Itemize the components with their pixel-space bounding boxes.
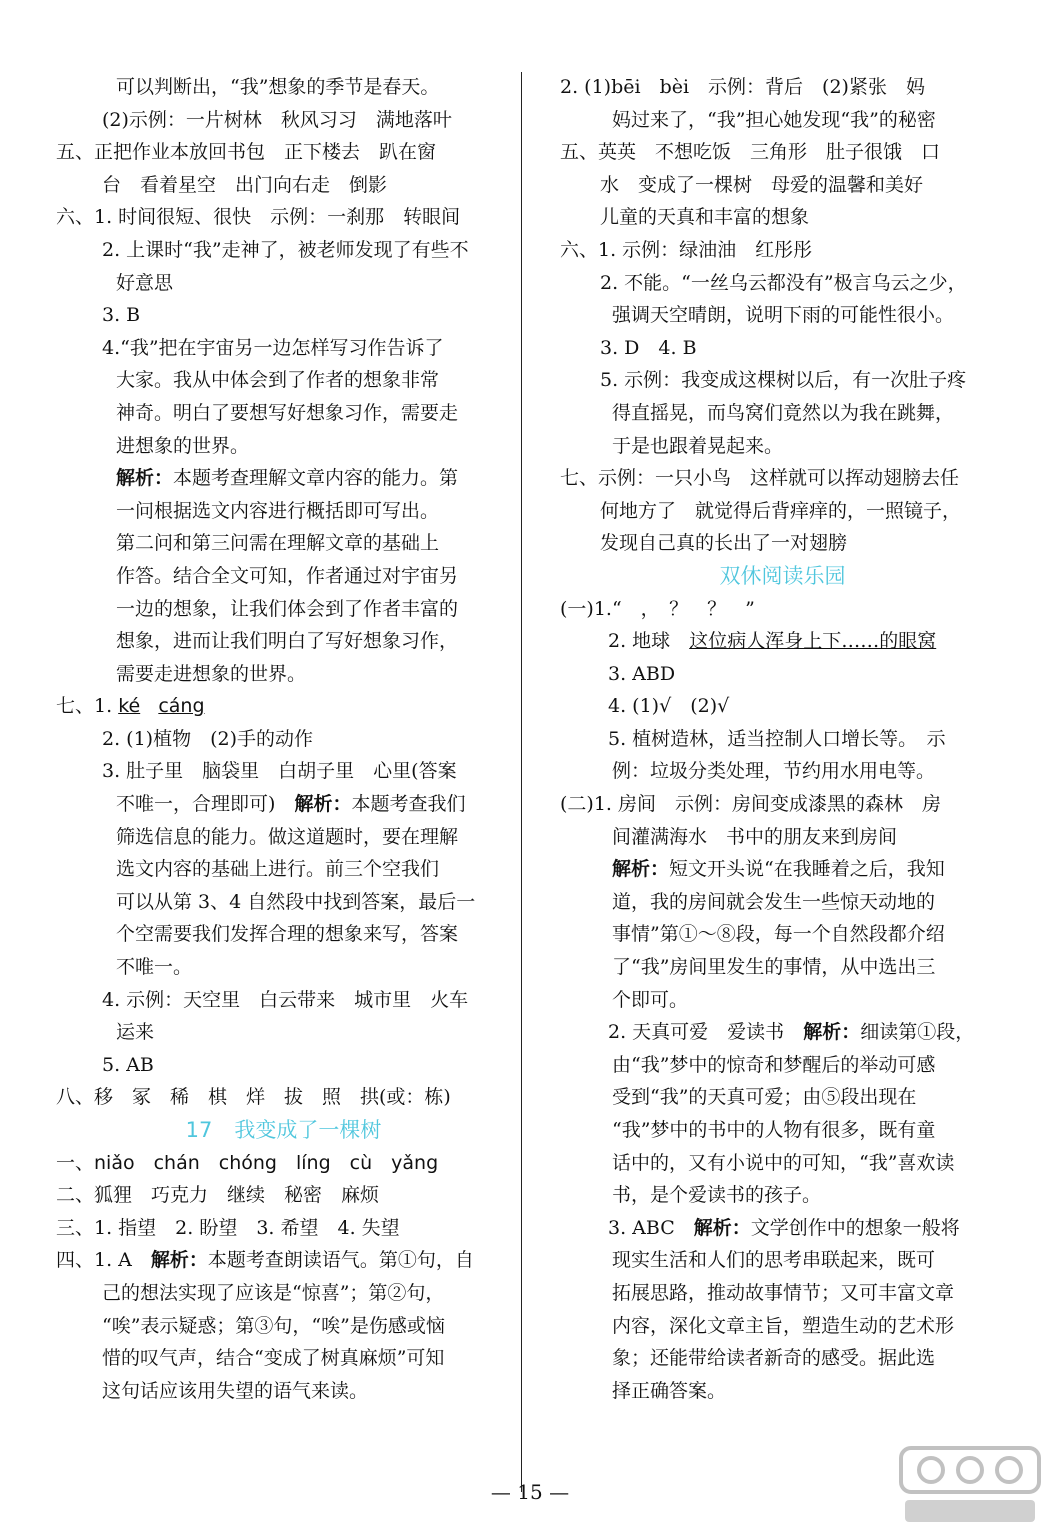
text-line: 个空需要我们发挥合理的想象来写，答案: [116, 923, 459, 946]
text-line: 五、英英 不想吃饭 三角形 肚子很饿 口: [560, 141, 941, 164]
text-line: 3. 肚子里 脑袋里 白胡子里 心里(答案: [102, 760, 457, 783]
text-line: 好意思: [116, 271, 174, 294]
text-line: [56, 691, 511, 724]
analysis-text: 本题考查朗读语气。第①句，自: [207, 1249, 474, 1272]
analysis-line: [560, 1213, 1005, 1246]
text-line: 道，我的房间就会发生一些惊天动地的: [612, 890, 936, 913]
text-line: 运来: [116, 1021, 155, 1044]
text-line: 八、移 冢 稀 棋 烊 拔 照 拱(或：栋): [56, 1086, 451, 1109]
text-line: 2. (1)植物 (2)手的动作: [102, 727, 313, 750]
text-line: 例：垃圾分类处理，节约用水用电等。: [612, 760, 936, 783]
text-line: 需要走进想象的世界。: [116, 662, 307, 685]
text-line: 五、正把作业本放回书包 正下楼去 趴在窗: [56, 141, 437, 164]
text-line: 不唯一。: [116, 956, 193, 979]
text-line: 可以判断出，“我”想象的季节是春天。: [116, 76, 440, 98]
analysis-label: 解析：: [150, 1249, 208, 1272]
text-line: 4.“我”把在宇宙另一边怎样写习作告诉了: [102, 336, 444, 359]
text-line: 何地方了 就觉得后背痒痒的，一照镜子，: [600, 499, 962, 522]
analysis-line: [56, 463, 511, 496]
text-line: 可以从第 3、4 自然段中找到答案，最后一: [116, 890, 476, 913]
text-line: 一边的想象，让我们体会到了作者丰富的: [116, 597, 459, 620]
text-line: 大家。我从中体会到了作者的想象非常: [116, 369, 440, 392]
text-line: 第二问和第三问需在理解文章的基础上: [116, 532, 440, 555]
text-line: 受到“我”的天真可爱；由⑤段出现在: [612, 1086, 917, 1109]
section-title: 我变成了一棵树: [234, 1118, 382, 1142]
analysis-text: 文学创作中的想象一般将: [750, 1216, 960, 1239]
text-line: 4. (1)√ (2)√: [608, 695, 730, 718]
text-line: 个即可。: [612, 988, 689, 1011]
section-heading-reading: 双休阅读乐园: [719, 563, 846, 588]
analysis-label: 解析：: [294, 793, 352, 816]
page-number: — 15 —: [490, 1480, 570, 1504]
text-line: 4. 示例：天空里 白云带来 城市里 火车: [102, 988, 469, 1011]
text-line: 六、1. 时间很短、很快 示例：一刹那 转眼间: [56, 206, 461, 229]
text-line: 2. (1)bēi bèi 示例：背后 (2)紧张 妈: [560, 76, 925, 98]
analysis-line: [56, 789, 511, 822]
text-line: 由“我”梦中的惊奇和梦醒后的举动可感: [612, 1053, 936, 1076]
text-line: 想象，进而让我们明白了写好想象习作，: [116, 630, 459, 653]
text-line: 二、狐狸 巧克力 继续 秘密 麻烦: [56, 1184, 380, 1207]
item-prefix: 一、: [56, 1151, 95, 1174]
watermark-logo-icon: [895, 1440, 1045, 1530]
text-line: 2. 不能。“一丝乌云都没有”极言乌云之少，: [600, 271, 967, 294]
text-line: 神奇。明白了要想写好想象习作，需要走: [116, 401, 459, 424]
analysis-label: 解析：: [116, 467, 174, 490]
text-line: 己的想法实现了应该是“惊喜”；第②句，: [102, 1281, 445, 1304]
text-line: 六、1. 示例：绿油油 红彤彤: [560, 238, 813, 261]
text-line: 妈过来了，“我”担心她发现“我”的秘密: [612, 108, 936, 131]
right-column: [560, 72, 1005, 1408]
analysis-line: [560, 1017, 1005, 1050]
analysis-text: 本题考查理解文章内容的能力。第: [173, 467, 459, 490]
analysis-line: [560, 854, 1005, 887]
text-line: 话中的，又有小说中的可知，“我”喜欢读: [612, 1151, 955, 1174]
text-line: 儿童的天真和丰富的想象: [600, 206, 810, 229]
text-line: [560, 626, 1005, 659]
text-line: 书，是个爱读书的孩子。: [612, 1184, 822, 1207]
text-line: 于是也跟着晃起来。: [612, 434, 784, 457]
text-line: 作答。结合全文可知，作者通过对宇宙另: [116, 564, 459, 587]
analysis-line: [56, 1245, 511, 1278]
text-line: 筛选信息的能力。做这道题时，要在理解: [116, 825, 459, 848]
text-span: 2. 地球: [608, 630, 671, 653]
analysis-text: 短文开头说“在我睡着之后，我知: [669, 858, 945, 881]
text-line: “唉”表示疑惑；第③句，“唉”是伤感或恼: [102, 1314, 445, 1337]
section-heading-17: [56, 1115, 511, 1148]
text-line: 3. B: [102, 304, 141, 327]
text-line: 得直摇晃，而鸟窝们竟然以为我在跳舞，: [612, 401, 955, 424]
text-line: 间灌满海水 书中的朋友来到房间: [612, 825, 898, 848]
text-line: 3. ABD: [608, 662, 676, 685]
text-line: 台 看着星空 出门向右走 倒影: [102, 173, 388, 196]
left-column: [56, 72, 511, 1408]
pinyin-answers: niǎo chán chóng líng cù yǎng: [94, 1151, 439, 1174]
text-line: 现实生活和人们的思考串联起来，既可: [612, 1249, 936, 1272]
text-line: (二)1. 房间 示例：房间变成漆黑的森林 房: [560, 793, 941, 816]
item-prefix: 七、1.: [56, 695, 113, 718]
text-line: 三、1. 指望 2. 盼望 3. 希望 4. 失望: [56, 1216, 400, 1239]
text-line: 2. 上课时“我”走神了，被老师发现了有些不: [102, 238, 469, 261]
analysis-label: 解析：: [803, 1021, 861, 1044]
text-span: 不唯一，合理即可): [116, 793, 276, 816]
analysis-text: 本题考查我们: [351, 793, 466, 816]
text-line: 拓展思路，推动故事情节；又可丰富文章: [612, 1281, 955, 1304]
text-line: 一问根据选文内容进行概括即可写出。: [116, 499, 440, 522]
text-line: 进想象的世界。: [116, 434, 250, 457]
text-line: 3. D 4. B: [600, 336, 697, 359]
underlined-answer: 这位病人浑身上下……的眼窝: [689, 630, 937, 653]
text-line: 惜的叹气声，结合“变成了树真麻烦”可知: [102, 1347, 445, 1370]
text-line: (一)1.“ ， ？ ？ ”: [560, 597, 755, 620]
text-line: 水 变成了一棵树 母爱的温馨和美好: [600, 173, 924, 196]
text-line: 选文内容的基础上进行。前三个空我们: [116, 858, 440, 881]
text-line: 七、示例：一只小鸟 这样就可以挥动翅膀去任: [560, 467, 960, 490]
text-line: 这句话应该用失望的语气来读。: [102, 1379, 369, 1402]
section-number: 17: [185, 1118, 213, 1142]
text-line: (2)示例：一片树林 秋风习习 满地落叶: [102, 108, 452, 131]
text-line: 象；还能带给读者新奇的感受。据此选: [612, 1347, 936, 1370]
pinyin-answer: ké: [118, 695, 141, 718]
text-line: 了“我”房间里发生的事情，从中选出三: [612, 956, 936, 979]
text-line: 内容，深化文章主旨，塑造生动的艺术形: [612, 1314, 955, 1337]
text-line: [56, 1148, 511, 1181]
analysis-label: 解析：: [612, 858, 670, 881]
pinyin-answer: cáng: [158, 695, 205, 718]
text-span: 2. 天真可爱 爱读书: [608, 1021, 785, 1044]
text-line: 事情”第①～⑧段，每一个自然段都介绍: [612, 923, 945, 946]
text-line: 强调天空晴朗，说明下雨的可能性很小。: [612, 304, 955, 327]
analysis-text: 细读第①段，: [860, 1021, 975, 1044]
text-line: 5. AB: [102, 1053, 154, 1076]
text-line: 择正确答案。: [612, 1379, 727, 1402]
analysis-label: 解析：: [693, 1216, 751, 1239]
item-prefix: 四、1. A: [56, 1249, 132, 1272]
text-line: 发现自己真的长出了一对翅膀: [600, 532, 848, 555]
text-line: 5. 示例：我变成这棵树以后，有一次肚子疼: [600, 369, 967, 392]
text-span: 3. ABC: [608, 1216, 675, 1239]
text-line: 5. 植树造林，适当控制人口增长等。 示: [608, 727, 946, 750]
column-divider: [521, 72, 522, 1492]
text-line: “我”梦中的书中的人物有很多，既有童: [612, 1119, 936, 1141]
